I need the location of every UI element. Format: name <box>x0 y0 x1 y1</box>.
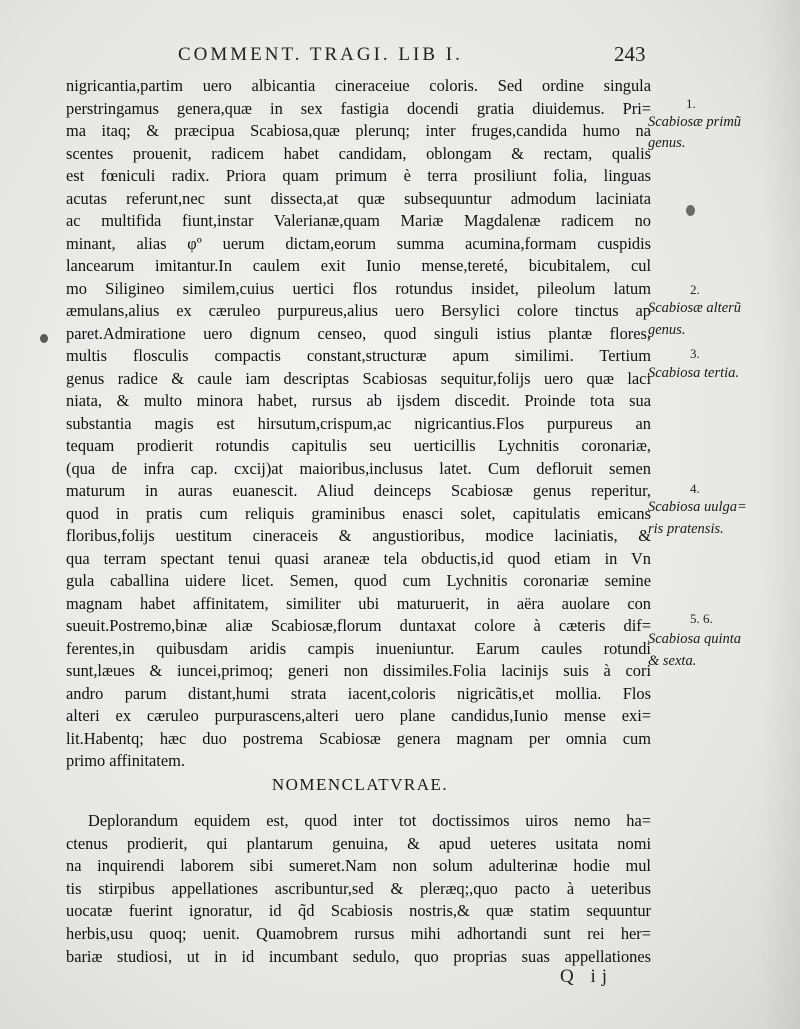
page-edge-shadow <box>760 0 800 1029</box>
text-line: perstringamus genera,quæ in sex fastigia docendi gratia diuidemus. Pri= <box>66 98 651 118</box>
ink-spot <box>40 334 48 343</box>
section-text-block <box>66 810 651 968</box>
text-line: est fœniculi radix. Priora quam primum è terra prosiliunt folia, linguas <box>66 166 651 185</box>
text-line: maturum in auras euanescit. Aliud deinceps Scabiosæ genus reperitur, <box>66 481 651 500</box>
text-line: andro parum distant,humi strata iacent,coloris nigricãtis,et mollia. Flos <box>66 683 651 703</box>
text-line: quod in pratis cum reliquis graminibus enasci solet, capitulatis emicans <box>66 503 651 523</box>
text-line: minant, alias φº uerum dictam,eorum summa acumina,formam cuspidis <box>66 233 651 253</box>
text-line: qua terram spectant tenui quasi araneæ tela obductis,id quod etiam in Vn <box>66 548 651 568</box>
text-line: nigricantia,partim uero albicantia cineraceiue coloris. Sed ordine singula <box>66 76 651 95</box>
margin-note: ris pratensis. <box>648 521 724 537</box>
text-line: lit.Habentq; hæc duo postrema Scabiosæ genera magnam per omnia cum <box>66 728 651 748</box>
margin-note: genus. <box>648 135 686 151</box>
text-line: floribus,folijs uestitum cineraceis & angustioribus, modice laciniatis, & <box>66 526 651 545</box>
margin-note: Scabiosæ primũ <box>648 114 742 130</box>
margin-note: Scabiosa uulga= <box>648 499 747 515</box>
text-line: alteri ex cæruleo purpurascens,alteri uero plane candidus,Iunio mense exi= <box>66 706 651 725</box>
page-number: 243 <box>614 42 646 66</box>
text-line: (qua de infra cap. cxcij)at maioribus,inclusus latet. Cum defloruit semen <box>66 458 651 478</box>
margin-note: Scabiosæ alterũ <box>648 300 742 316</box>
text-line: uocatæ fuerint ignoratur, id q̃d Scabiosis nostris,& quæ statim sequuntur <box>66 901 651 921</box>
text-line: primo affinitatem. <box>66 751 185 770</box>
text-line: bariæ studiosi, ut in id incumbant sedulo, quo proprias suas appellationes <box>66 946 651 966</box>
running-head: COMMENT. TRAGI. LIB I. <box>178 44 463 65</box>
text-line: sueuit.Postremo,binæ aliæ Scabiosæ,florum duntaxat colore à cæteris dif= <box>66 616 651 635</box>
ink-spot <box>686 205 695 216</box>
text-line: ctenus prodierit, qui plantarum genuina, & apud ueteres usitata nomi <box>66 833 651 853</box>
margin-note: & sexta. <box>648 653 697 669</box>
text-line: æmulans,alius ex cæruleo purpureus,alius uero Bersylici colore tinctus ap <box>66 301 651 320</box>
text-line: gula caballina uidere licet. Semen, quod cum Lychnitis coronariæ semine <box>66 571 651 590</box>
text-line: ferentes,in quibusdam aridis campis inueniuntur. Earum caules rotundi <box>66 638 651 658</box>
main-text-block <box>66 75 651 773</box>
margin-note: Scabiosa quinta <box>648 631 742 647</box>
signature-mark: Q ij <box>560 966 614 987</box>
text-line: tis stirpibus appellationes ascribuntur,sed & pleræq;,quo pacto à ueteribus <box>66 878 651 898</box>
margin-note-number: 5. 6. <box>690 611 713 626</box>
text-line: Deplorandum equidem est, quod inter tot doctissimos uiros nemo ha= <box>88 811 651 830</box>
margin-note-number: 3. <box>690 346 700 361</box>
text-line: ma itaq; & præcipua Scabiosa,quæ plerunq; inter fruges,candida humo na <box>66 121 651 140</box>
text-line: multis flosculis compactis constant,structuræ apum similimi. Tertium <box>66 346 651 365</box>
margin-note: Scabiosa tertia. <box>648 365 740 381</box>
text-line: lancearum imitantur.In caulem exit Iunio mense,tereté, bicubitalem, cul <box>66 256 651 275</box>
text-line: niata, & multo minora habet, rursus ab ijsdem discedit. Proinde tota sua <box>66 391 651 410</box>
text-line: scentes prouenit, radicem habet candidam, oblongam & rectam, qualis <box>66 143 651 163</box>
text-line: herbis,usu quoq; uenit. Quamobrem rursus mihi adhortandi sunt rei her= <box>66 923 651 943</box>
text-line: genus radice & caule iam descriptas Scabiosas sequitur,folijs uero quæ laci <box>66 368 651 388</box>
text-line: na inquirendi laborem sibi sumeret.Nam non solum adulterinæ hodie mul <box>66 856 651 876</box>
margin-note-number: 4. <box>690 481 700 496</box>
text-line: acutas referunt,nec sunt dissecta,at quæ subsequuntur admodum laciniata <box>66 188 651 208</box>
margin-note-number: 1. <box>686 96 696 111</box>
text-line: tequam prodierit rotundis capitulis seu uerticillis Lychnitis coronariæ, <box>66 436 651 455</box>
text-line: sunt,læues & iuncei,primoq; generi non dissimiles.Folia lacinijs suis à cori <box>66 661 651 680</box>
margin-note-number: 2. <box>690 282 700 297</box>
text-line: magnam habet affinitatem, similiter ubi maturuerit, in aëra auolare con <box>66 593 651 613</box>
text-line: paret.Admiratione uero dignum censeo, quod singuli istius plantæ flores, <box>66 323 651 343</box>
text-line: mo Siligineo similem,cuius uertici flos rotundus insidet, pileolum latum <box>66 278 651 298</box>
section-heading: NOMENCLATVRAE. <box>271 775 449 794</box>
margin-note: genus. <box>648 322 686 338</box>
text-line: ac multifida fiunt,instar Valerianæ,quam Mariæ Magdalenæ radicem no <box>66 211 651 230</box>
text-line: substantia magis est hirsutum,crispum,ac nigricantius.Flos purpureus an <box>66 413 651 433</box>
